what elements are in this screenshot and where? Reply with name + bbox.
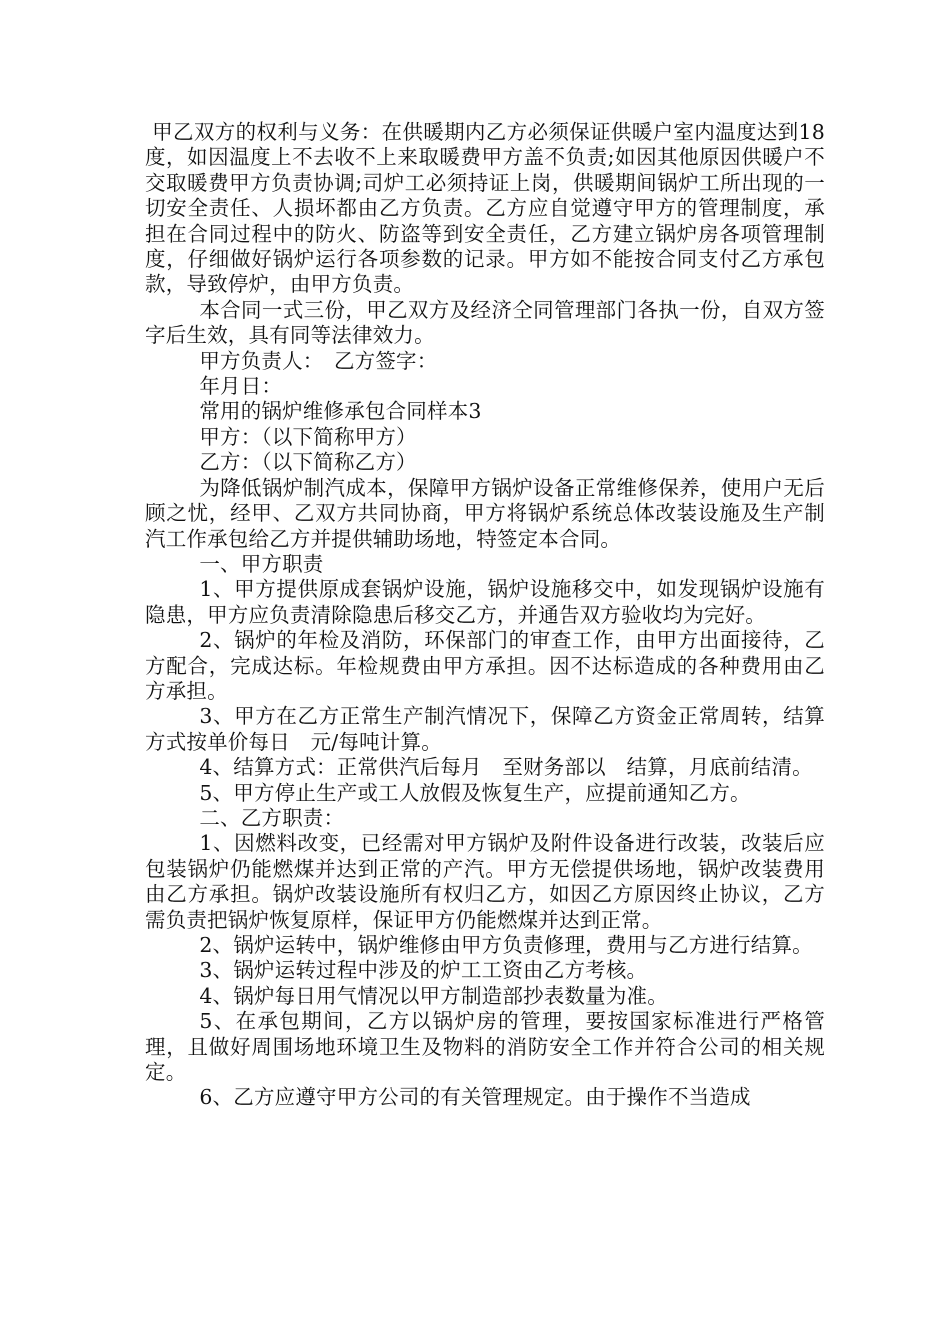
clause-b-4: 4、锅炉每日用气情况以甲方制造部抄表数量为准。 <box>199 983 668 1008</box>
paragraph-rights-obligations: 甲乙双方的权利与义务：在供暖期内乙方必须保证供暖户室内温度达到18度，如因温度上不去收不上来取暖费甲方盖不负责;如因其他原因供暖户不交取暖费甲方负责协调;司炉工必须持证上岗，供暖期间锅炉工所出现的一切安全责任、人损坏都由乙方负责。乙方应自觉遵守甲方的管理制度，承担在合同过程中的防火、防盗等到安全责任，乙方建立锅炉房各项管理制度，仔细做好锅炉运行各项参数的记录。甲方如不能按合同支付乙方承包款，导致停炉，由甲方负责。 <box>145 120 825 297</box>
section-title-sample-3: 常用的锅炉维修承包合同样本3 <box>199 399 482 424</box>
party-b-line: 乙方：（以下简称乙方） <box>199 450 417 475</box>
heading-party-a-duties: 一、甲方职责 <box>199 551 324 576</box>
clause-a-4: 4、结算方式：正常供汽后每月 至财务部以 结算，月底前结清。 <box>199 755 813 780</box>
party-a-line: 甲方：（以下简称甲方） <box>199 424 417 449</box>
paragraph-date: 年月日： <box>199 374 283 399</box>
clause-b-6: 6、乙方应遵守甲方公司的有关管理规定。由于操作不当造成 <box>199 1085 751 1110</box>
clause-b-5: 5、在承包期间，乙方以锅炉房的管理，要按国家标准进行严格管理，且做好周围场地环境卫生及物料的消防安全工作并符合公司的相关规定。 <box>145 1009 825 1085</box>
clause-a-3: 3、甲方在乙方正常生产制汽情况下，保障乙方资金正常周转，结算方式按单价每日 元/每吨计算。 <box>145 704 825 754</box>
paragraph-copies: 本合同一式三份，甲乙双方及经济仝同管理部门各执一份，自双方签字后生效，具有同等法律效力。 <box>145 297 825 348</box>
heading-party-b-duties: 二、乙方职责： <box>199 805 345 830</box>
clause-b-1: 1、因燃料改变，已经需对甲方锅炉及附件设备进行改装，改装后应包装锅炉仍能燃煤并达到正常的产汽。甲方无偿提供场地，锅炉改装费用由乙方承担。锅炉改装设施所有权归乙方，如因乙方原因终止协议，乙方需负责把锅炉恢复原样，保证甲方仍能燃煤并达到正常。 <box>145 831 825 932</box>
paragraph-signatures: 甲方负责人： 乙方签字： <box>199 348 438 373</box>
document-body <box>145 120 825 1111</box>
clause-a-2: 2、锅炉的年检及消防，环保部门的审查工作，由甲方出面接待，乙方配合，完成达标。年检规费由甲方承担。因不达标造成的各种费用由乙方承担。 <box>145 628 825 703</box>
paragraph-preamble: 为降低锅炉制汽成本，保障甲方锅炉设备正常维修保养，使用户无后顾之忧，经甲、乙双方共同协商，甲方将锅炉系统总体改装设施及生产制汽工作承包给乙方并提供辅助场地，特签定本合同。 <box>145 475 825 551</box>
clause-a-1: 1、甲方提供原成套锅炉设施，锅炉设施移交中，如发现锅炉设施有隐患，甲方应负责清除隐患后移交乙方，并通告双方验收均为完好。 <box>145 577 825 627</box>
clause-b-3: 3、锅炉运转过程中涉及的炉工工资由乙方考核。 <box>199 958 648 983</box>
clause-a-5: 5、甲方停止生产或工人放假及恢复生产，应提前通知乙方。 <box>199 780 751 805</box>
clause-b-2: 2、锅炉运转中，锅炉维修由甲方负责修理，费用与乙方进行结算。 <box>199 933 813 957</box>
